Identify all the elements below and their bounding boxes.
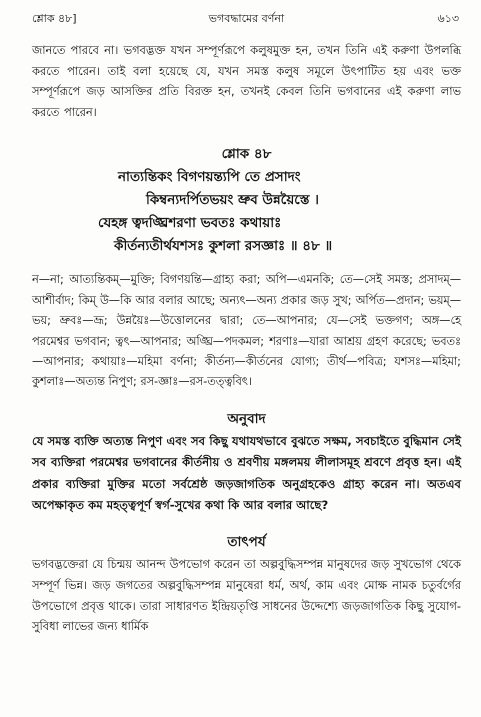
synonyms-paragraph: ন—না; আত্যন্তিকম্—মুক্তি; বিগণয়ন্তি—গ্রাহ্য করা; অপি—এমনকি; তে—সেই সমস্ত; প্রসাদম্—আশীর্বাদ; কিম্ উ—কি আর বলার আছে; অন্যৎ—অন্য প্রকার জড় সুখ; অর্পিত—প্রদান; ভয়ম্—ভয়; ভ্রুবঃ—ভ্রূ; উন্নয়ৈঃ—উত্তোলনের দ্বারা; তে—আপনার; যে—সেই ভক্তগণ; অঙ্গ—হে পরমেশ্বর ভগবান; ত্বৎ—আপনার; অঙ্ঘ্রি—পদকমল; শরণাঃ—যারা আশ্রয় গ্রহণ করেছে; ভবতঃ—আপনার; কথায়াঃ—মহিমা বর্ণনা; কীর্তন্য—কীর্তনের যোগ্য; তীর্থ—পবিত্র; যশসঃ—মহিমা; কুশলাঃ—অত্যন্ত নিপুণ; রস-জ্ঞাঃ—রস-তত্ত্ববিৎ।	[32, 273, 461, 389]
verse-line-4: কীর্তন্যতীর্থযশসঃ কুশলা রসজ্ঞাঃ ॥ ৪৮ ॥	[114, 238, 333, 255]
verse-title: শ্লোক ৪৮	[221, 146, 272, 163]
header-chapter-title: ভগবদ্ধামের বর্ণনা	[208, 12, 285, 25]
translation-heading: অনুবাদ	[227, 410, 266, 427]
intro-paragraph: জানতে পারবে না। ভগবদ্ভক্ত যখন সম্পূর্ণরূপে কলুষমুক্ত হন, তখন তিনি এই করুণা উপলব্ধি করতে পারেন। তাই বলা হয়েছে যে, যখন সমস্ত কলুষ সমূলে উৎপাটিত হয় এবং ভক্ত সম্পূর্ণরূপে জড় আসক্তির প্রতি বিরক্ত হন, তখনই কেবল তিনি ভগবানের এই করুণা লাভ করতে পারেন।	[32, 43, 461, 119]
verse-line-1: নাত্যন্তিকং বিগণয়ন্ত্যপি তে প্রসাদং	[118, 169, 301, 186]
purport-heading: তাৎপর্য	[227, 534, 266, 551]
page-number: ৬১৩	[437, 12, 459, 25]
verse-block	[32, 166, 461, 258]
verse-line-2: কিম্বন্যদর্পিতভয়ং ভ্রুব উন্নয়ৈস্তে ।	[146, 192, 319, 209]
verse-line-3: যেহঙ্গ ত্বদঙ্ঘ্রিশরণা ভবতঃ কথায়াঃ	[98, 215, 282, 232]
purport-text: ভগবদ্ভক্তেরা যে চিন্ময় আনন্দ উপভোগ করেন তা অল্পবুদ্ধিসম্পন্ন মানুষদের জড় সুখভোগ থেকে সম্পূর্ণ ভিন্ন। জড় জগতের অল্পবুদ্ধিসম্পন্ন মানুষেরা ধর্ম, অর্থ, কাম এবং মোক্ষ নামক চতুর্বর্গের উপভোগে প্রবৃত্ত থাকে। তারা সাধারণত ইন্দ্রিয়তৃপ্তি সাধনের উদ্দেশ্যে জড়জাগতিক কিছু সুযোগ-সুবিধা লাভের জন্য ধার্মিক	[32, 557, 461, 634]
running-header	[32, 10, 461, 28]
translation-text: যে সমস্ত ব্যক্তি অত্যন্ত নিপুণ এবং সব কিছু যথাযথভাবে বুঝতে সক্ষম, সবচাইতে বুদ্ধিমান সেই সব ব্যক্তিরা পরমেশ্বর ভগবানের কীর্তনীয় ও শ্রবণীয় মঙ্গলময় লীলাসমূহ শ্রবণে প্রবৃত্ত হন। এই প্রকার ব্যক্তিরা মুক্তির মতো সর্বশ্রেষ্ঠ জড়জাগতিক অনুগ্রহকেও গ্রাহ্য করেন না। অতএব অপেক্ষাকৃত কম মহত্ত্বপূর্ণ স্বর্গ-সুখের কথা কি আর বলার আছে?	[32, 433, 461, 513]
header-verse-ref: শ্লোক ৪৮]	[32, 12, 77, 25]
